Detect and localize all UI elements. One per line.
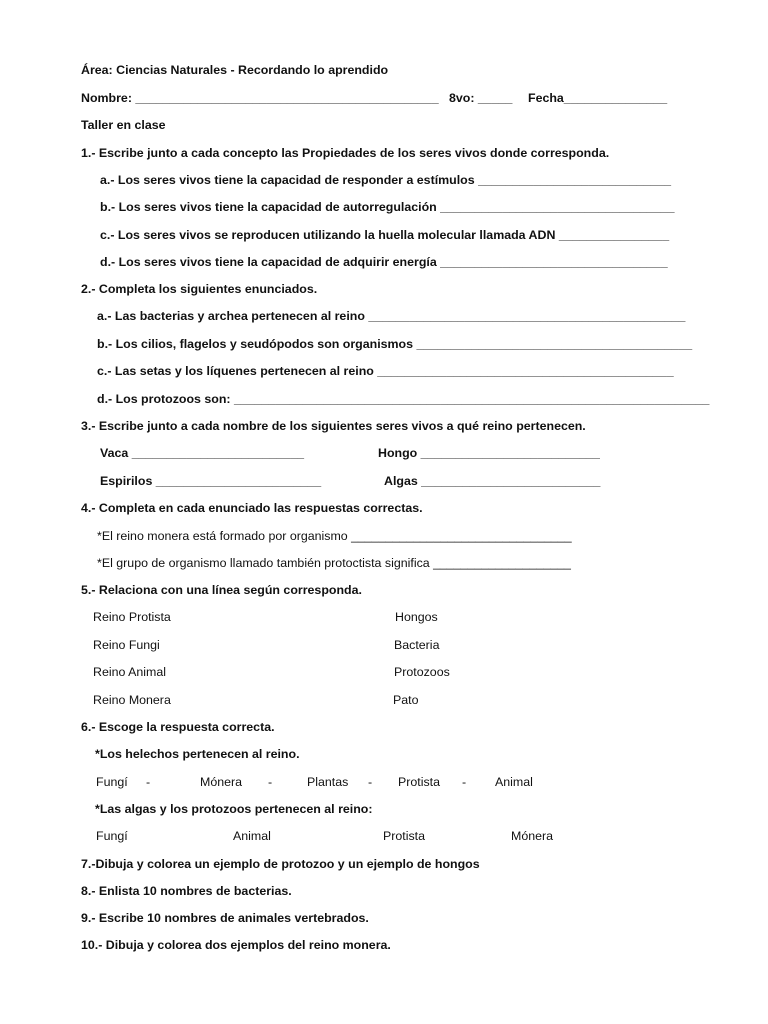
question-6-option-monera-2[interactable]: Mónera [511,829,554,843]
question-5-prompt: 5.- Relaciona con una línea según corresponda. [81,583,362,597]
question-1-item-a: a.- Los seres vivos tiene la capacidad de responder a estímulos ____________________________ [100,173,672,187]
question-3-prompt: 3.- Escribe junto a cada nombre de los siguientes seres vivos a qué reino pertenecen. [81,419,586,433]
question-3-left-item-espirilos: Espirilos ________________________ [100,474,322,488]
option-separator: - [146,775,151,789]
question-6-option-animal[interactable]: Animal [495,775,533,789]
question-2-item-b: b.- Los cilios, flagelos y seudópodos son organismos ________________________________________ [97,337,693,351]
question-2-item-c: c.- Las setas y los líquenes pertenecen al reino ___________________________________________ [97,364,674,378]
question-2-item-d: d.- Los protozoos son: _____________________________________________________________________ [97,392,710,406]
option-separator: - [268,775,273,789]
question-6-option-monera[interactable]: Mónera [200,775,243,789]
worksheet-subtitle: Taller en clase [81,118,166,132]
question-6-subquestion-1: *Los helechos pertenecen al reino. [95,747,300,761]
question-3-left-item-vaca: Vaca _________________________ [100,446,304,460]
question-4-prompt: 4.- Completa en cada enunciado las respuestas correctas. [81,501,423,515]
date-field-label[interactable]: Fecha_______________ [528,91,668,105]
question-2-item-a: a.- Las bacterias y archea pertenecen al reino ______________________________________________ [97,309,686,323]
question-5-left-item: Reino Monera [93,693,171,707]
question-6-option-animal-2[interactable]: Animal [233,829,271,843]
question-8-prompt: 8.- Enlista 10 nombres de bacterias. [81,884,292,898]
question-6-option-protista[interactable]: Protista [398,775,441,789]
question-5-left-item: Reino Animal [93,665,167,679]
question-6-prompt: 6.- Escoge la respuesta correcta. [81,720,275,734]
question-6-subquestion-2: *Las algas y los protozoos pertenecen al reino: [95,802,373,816]
question-5-left-item: Reino Protista [93,610,171,624]
question-5-right-item: Hongos [395,610,438,624]
question-4-item-2: *El grupo de organismo llamado también protoctista significa ____________________ [97,556,571,570]
question-3-right-item-algas: Algas __________________________ [384,474,601,488]
question-5-left-item: Reino Fungi [93,638,160,652]
area-heading: Área: Ciencias Naturales - Recordando lo aprendido [81,63,389,77]
grade-field-label[interactable]: 8vo: _____ [449,91,513,105]
question-5-right-item: Bacteria [394,638,440,652]
question-5-right-item: Pato [393,693,419,707]
question-6-option-fungi[interactable]: Fungí [96,775,128,789]
question-7-prompt: 7.-Dibuja y colorea un ejemplo de protozoo y un ejemplo de hongos [81,857,480,871]
question-6-option-fungi-2[interactable]: Fungí [96,829,128,843]
question-6-option-plantas[interactable]: Plantas [307,775,349,789]
question-1-item-d: d.- Los seres vivos tiene la capacidad de adquirir energía _________________________________ [100,255,668,269]
question-6-option-protista-2[interactable]: Protista [383,829,426,843]
question-3-right-item-hongo: Hongo __________________________ [378,446,600,460]
option-separator: - [368,775,373,789]
question-2-prompt: 2.- Completa los siguientes enunciados. [81,282,318,296]
question-9-prompt: 9.- Escribe 10 nombres de animales vertebrados. [81,911,369,925]
question-10-prompt: 10.- Dibuja y colorea dos ejemplos del reino monera. [81,938,391,952]
question-1-item-c: c.- Los seres vivos se reproducen utilizando la huella molecular llamada ADN ________________ [100,228,670,242]
question-1-prompt: 1.- Escribe junto a cada concepto las Propiedades de los seres vivos donde corresponda. [81,146,610,160]
question-4-item-1: *El reino monera está formado por organismo ________________________________ [97,529,572,543]
question-1-item-b: b.- Los seres vivos tiene la capacidad de autorregulación __________________________________ [100,200,675,214]
option-separator: - [462,775,467,789]
question-5-right-item: Protozoos [394,665,450,679]
name-field-label[interactable]: Nombre: ____________________________________________ [81,91,439,105]
